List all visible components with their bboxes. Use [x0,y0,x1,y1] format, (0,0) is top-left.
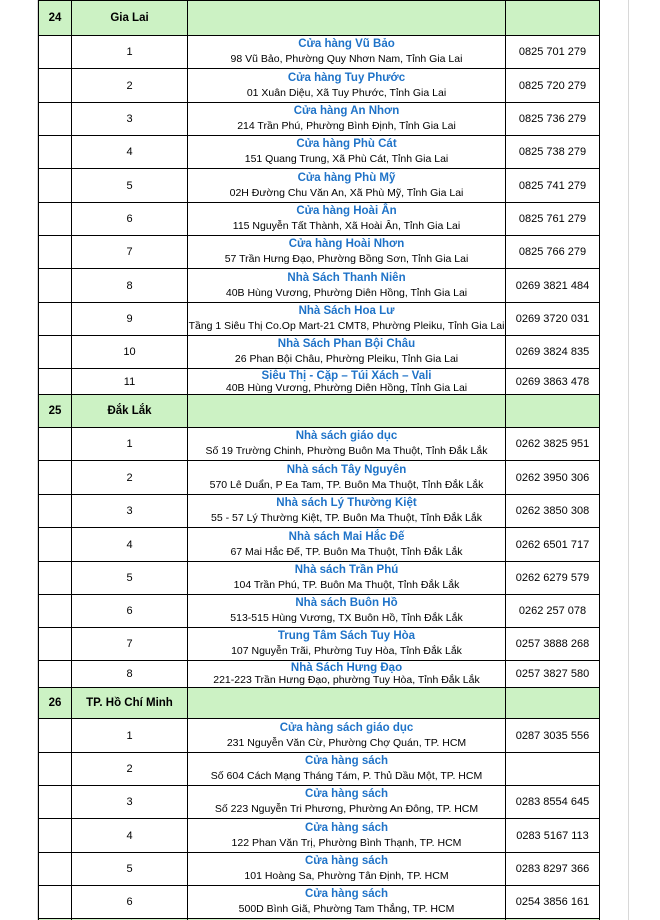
store-index: 6 [71,885,187,918]
table-row[interactable] [0,752,660,785]
store-phone: 0825 736 279 [505,102,600,135]
store-cell [187,460,505,494]
store-name: Cửa hàng Phù Cát [296,138,397,150]
store-phone: 0269 3821 484 [505,268,600,302]
store-cell [187,660,505,687]
header-empty-cell [505,394,600,427]
table-row[interactable] [0,460,660,494]
store-name: Nhà sách Mai Hắc Đế [288,530,405,543]
store-index: 1 [71,35,187,68]
store-name: Cửa hàng sách [304,755,389,767]
store-phone: 0283 8297 366 [505,852,600,885]
store-cell [187,785,505,818]
store-index: 7 [71,235,187,268]
store-index: 9 [71,302,187,335]
store-cell [187,718,505,752]
store-address: 107 Nguyễn Trãi, Phường Tuy Hòa, Tỉnh Đắk Lắk [231,645,462,657]
table-row[interactable] [0,168,660,202]
store-cell [187,335,505,368]
store-phone [505,752,600,785]
store-phone: 0287 3035 556 [505,718,600,752]
store-cell [187,302,505,335]
province-name: Gia Lai [71,0,187,35]
store-address: 500D Bình Giã, Phường Tam Thắng, TP. HCM [238,903,455,915]
store-address: 104 Trần Phú, TP. Buôn Ma Thuột, Tỉnh Đắk Lắk [233,579,460,591]
store-name: Nhà sách Tây Nguyên [286,463,407,476]
store-name: Nhà Sách Hưng Đạo [290,661,403,674]
store-index: 4 [71,135,187,168]
store-name: Cửa hàng Phù Mỹ [297,171,396,184]
store-index: 2 [71,68,187,102]
store-index: 1 [71,427,187,460]
store-index: 7 [71,627,187,660]
store-address: 57 Trần Hưng Đạo, Phường Bồng Sơn, Tỉnh Gia Lai [224,253,469,265]
store-name: Cửa hàng Hoài Nhơn [288,238,405,250]
store-phone: 0254 3856 161 [505,885,600,918]
store-index: 5 [71,561,187,594]
store-address: 01 Xuân Diệu, Xã Tuy Phước, Tỉnh Gia Lai [246,86,447,99]
store-cell [187,268,505,302]
store-phone: 0269 3824 835 [505,335,600,368]
store-phone: 0257 3888 268 [505,627,600,660]
store-address: 40B Hùng Vương, Phường Diên Hồng, Tỉnh Gia Lai [225,286,468,299]
store-cell [187,818,505,852]
store-phone: 0283 5167 113 [505,818,600,852]
store-name: Cửa hàng sách giáo dục [279,721,414,734]
table-row[interactable] [0,335,660,368]
store-phone: 0262 3825 951 [505,427,600,460]
store-address: 26 Phan Bội Châu, Phường Pleiku, Tỉnh Gia Lai [234,353,459,365]
store-index: 8 [71,660,187,687]
store-cell [187,752,505,785]
store-name: Nhà sách Lý Thường Kiệt [276,497,417,509]
store-address: 115 Nguyễn Tất Thành, Xã Hoài Ân, Tỉnh Gia Lai [232,220,461,232]
store-name: Nhà Sách Hoa Lư [298,305,395,317]
store-name: Cửa hàng sách [304,821,389,834]
store-name: Nhà sách Trần Phú [294,564,399,576]
store-cell [187,885,505,918]
store-cell [187,235,505,268]
store-name: Nhà Sách Thanh Niên [287,271,406,284]
store-index: 2 [71,460,187,494]
store-phone: 0262 6279 579 [505,561,600,594]
store-phone: 0825 701 279 [505,35,600,68]
section-header-row[interactable] [0,687,660,718]
store-name: Nhà sách giáo dục [295,430,398,442]
header-empty-cell [505,0,600,35]
store-cell [187,627,505,660]
store-address: Số 19 Trường Chinh, Phường Buôn Ma Thuột, Tỉnh Đắk Lắk [205,445,488,457]
section-number: 25 [38,394,71,427]
store-name: Cửa hàng sách [304,855,389,867]
store-phone: 0825 720 279 [505,68,600,102]
store-index: 5 [71,168,187,202]
store-cell [187,368,505,394]
store-address: Số 604 Cách Mạng Tháng Tám, P. Thủ Dầu Một, TP. HCM [210,770,483,782]
table-row[interactable] [0,268,660,302]
store-cell [187,35,505,68]
store-cell [187,202,505,235]
store-address: 55 - 57 Lý Thường Kiệt, TP. Buôn Ma Thuột, Tỉnh Đắk Lắk [211,512,482,524]
store-index: 3 [71,102,187,135]
store-phone: 0262 3850 308 [505,494,600,527]
table-row[interactable] [0,561,660,594]
section-header-row[interactable] [0,394,660,427]
store-address: 151 Quang Trung, Xã Phù Cát, Tỉnh Gia Lai [244,153,449,165]
store-cell [187,494,505,527]
table-row[interactable] [0,852,660,885]
store-name: Nhà sách Buôn Hồ [295,597,398,609]
store-phone: 0269 3863 478 [505,368,600,394]
store-phone: 0825 738 279 [505,135,600,168]
store-address: 67 Mai Hắc Đế, TP. Buôn Ma Thuột, Tỉnh Đắk Lắk [230,545,463,558]
store-phone: 0825 741 279 [505,168,600,202]
store-cell [187,135,505,168]
store-cell [187,594,505,627]
store-address: 122 Phan Văn Trị, Phường Bình Thạnh, TP. HCM [231,836,462,849]
store-address: 101 Hoàng Sa, Phường Tân Định, TP. HCM [244,870,449,882]
province-name: Đắk Lắk [71,394,187,427]
store-index: 11 [71,368,187,394]
table-row[interactable] [0,527,660,561]
store-phone: 0257 3827 580 [505,660,600,687]
store-cell [187,561,505,594]
section-number: 24 [38,0,71,35]
store-index: 10 [71,335,187,368]
store-cell [187,168,505,202]
table-row[interactable] [0,102,660,135]
store-address: 02H Đường Chu Văn An, Xã Phù Mỹ, Tỉnh Gia Lai [229,186,464,199]
store-phone: 0825 761 279 [505,202,600,235]
section-header-row[interactable] [0,0,660,35]
store-index: 3 [71,785,187,818]
store-name: Cửa hàng sách [304,888,389,900]
section-number: 26 [38,687,71,718]
store-cell [187,427,505,460]
store-index: 4 [71,818,187,852]
store-address: 98 Vũ Bảo, Phường Quy Nhơn Nam, Tỉnh Gia Lai [230,53,463,65]
header-empty-cell [187,394,505,427]
store-address: 40B Hùng Vương, Phường Diên Hồng, Tỉnh Gia Lai [225,381,468,394]
store-index: 1 [71,718,187,752]
store-index: 6 [71,594,187,627]
store-phone: 0825 766 279 [505,235,600,268]
store-address: 513-515 Hùng Vương, TX Buôn Hồ, Tỉnh Đắk Lắk [230,612,463,624]
province-name: TP. Hồ Chí Minh [71,687,187,718]
table-row[interactable] [0,68,660,102]
store-address: Tầng 1 Siêu Thị Co.Op Mart-21 CMT8, Phường Pleiku, Tỉnh Gia Lai [188,320,505,332]
store-index: 2 [71,752,187,785]
store-name: Nhà Sách Phan Bội Châu [277,338,416,350]
table-row[interactable] [0,594,660,627]
store-index: 5 [71,852,187,885]
store-phone: 0262 3950 306 [505,460,600,494]
store-name: Cửa hàng Hoài Ân [296,205,397,217]
table-row[interactable] [0,202,660,235]
store-phone: 0262 257 078 [505,594,600,627]
table-row[interactable] [0,818,660,852]
store-name: Trung Tâm Sách Tuy Hòa [277,630,416,642]
store-name: Cửa hàng Tuy Phước [287,71,406,84]
table-row[interactable] [0,135,660,168]
store-index: 4 [71,527,187,561]
store-address: 221-223 Trần Hưng Đạo, phường Tuy Hòa, Tỉnh Đắk Lắk [213,674,480,686]
header-empty-cell [187,687,505,718]
table-row[interactable] [0,302,660,335]
table-row[interactable] [0,627,660,660]
store-phone: 0262 6501 717 [505,527,600,561]
store-index: 8 [71,268,187,302]
store-phone: 0269 3720 031 [505,302,600,335]
table-row[interactable] [0,885,660,918]
store-address: 214 Trần Phú, Phường Bình Định, Tỉnh Gia Lai [237,120,456,132]
store-address: Số 223 Nguyễn Tri Phương, Phường An Đông, TP. HCM [214,803,479,815]
store-cell [187,102,505,135]
header-empty-cell [505,687,600,718]
table-row[interactable] [0,660,660,687]
store-name: Siêu Thị - Cặp – Túi Xách – Vali [261,369,432,382]
table-row[interactable] [0,235,660,268]
header-empty-cell [187,0,505,35]
table-row[interactable] [0,427,660,460]
store-cell [187,527,505,561]
store-name: Cửa hàng Vũ Bảo [298,38,395,50]
store-name: Cửa hàng An Nhơn [293,105,400,117]
table-row[interactable] [0,35,660,68]
table-row[interactable] [0,718,660,752]
store-name: Cửa hàng sách [304,788,389,800]
store-index: 6 [71,202,187,235]
table-row[interactable] [0,785,660,818]
store-address: 231 Nguyễn Văn Cừ, Phường Chợ Quán, TP. HCM [226,736,467,749]
table-row[interactable] [0,494,660,527]
store-phone: 0283 8554 645 [505,785,600,818]
store-cell [187,852,505,885]
store-address: 570 Lê Duẩn, P Ea Tam, TP. Buôn Ma Thuột, Tỉnh Đắk Lắk [209,478,484,491]
store-index: 3 [71,494,187,527]
store-cell [187,68,505,102]
table-row[interactable] [0,368,660,394]
